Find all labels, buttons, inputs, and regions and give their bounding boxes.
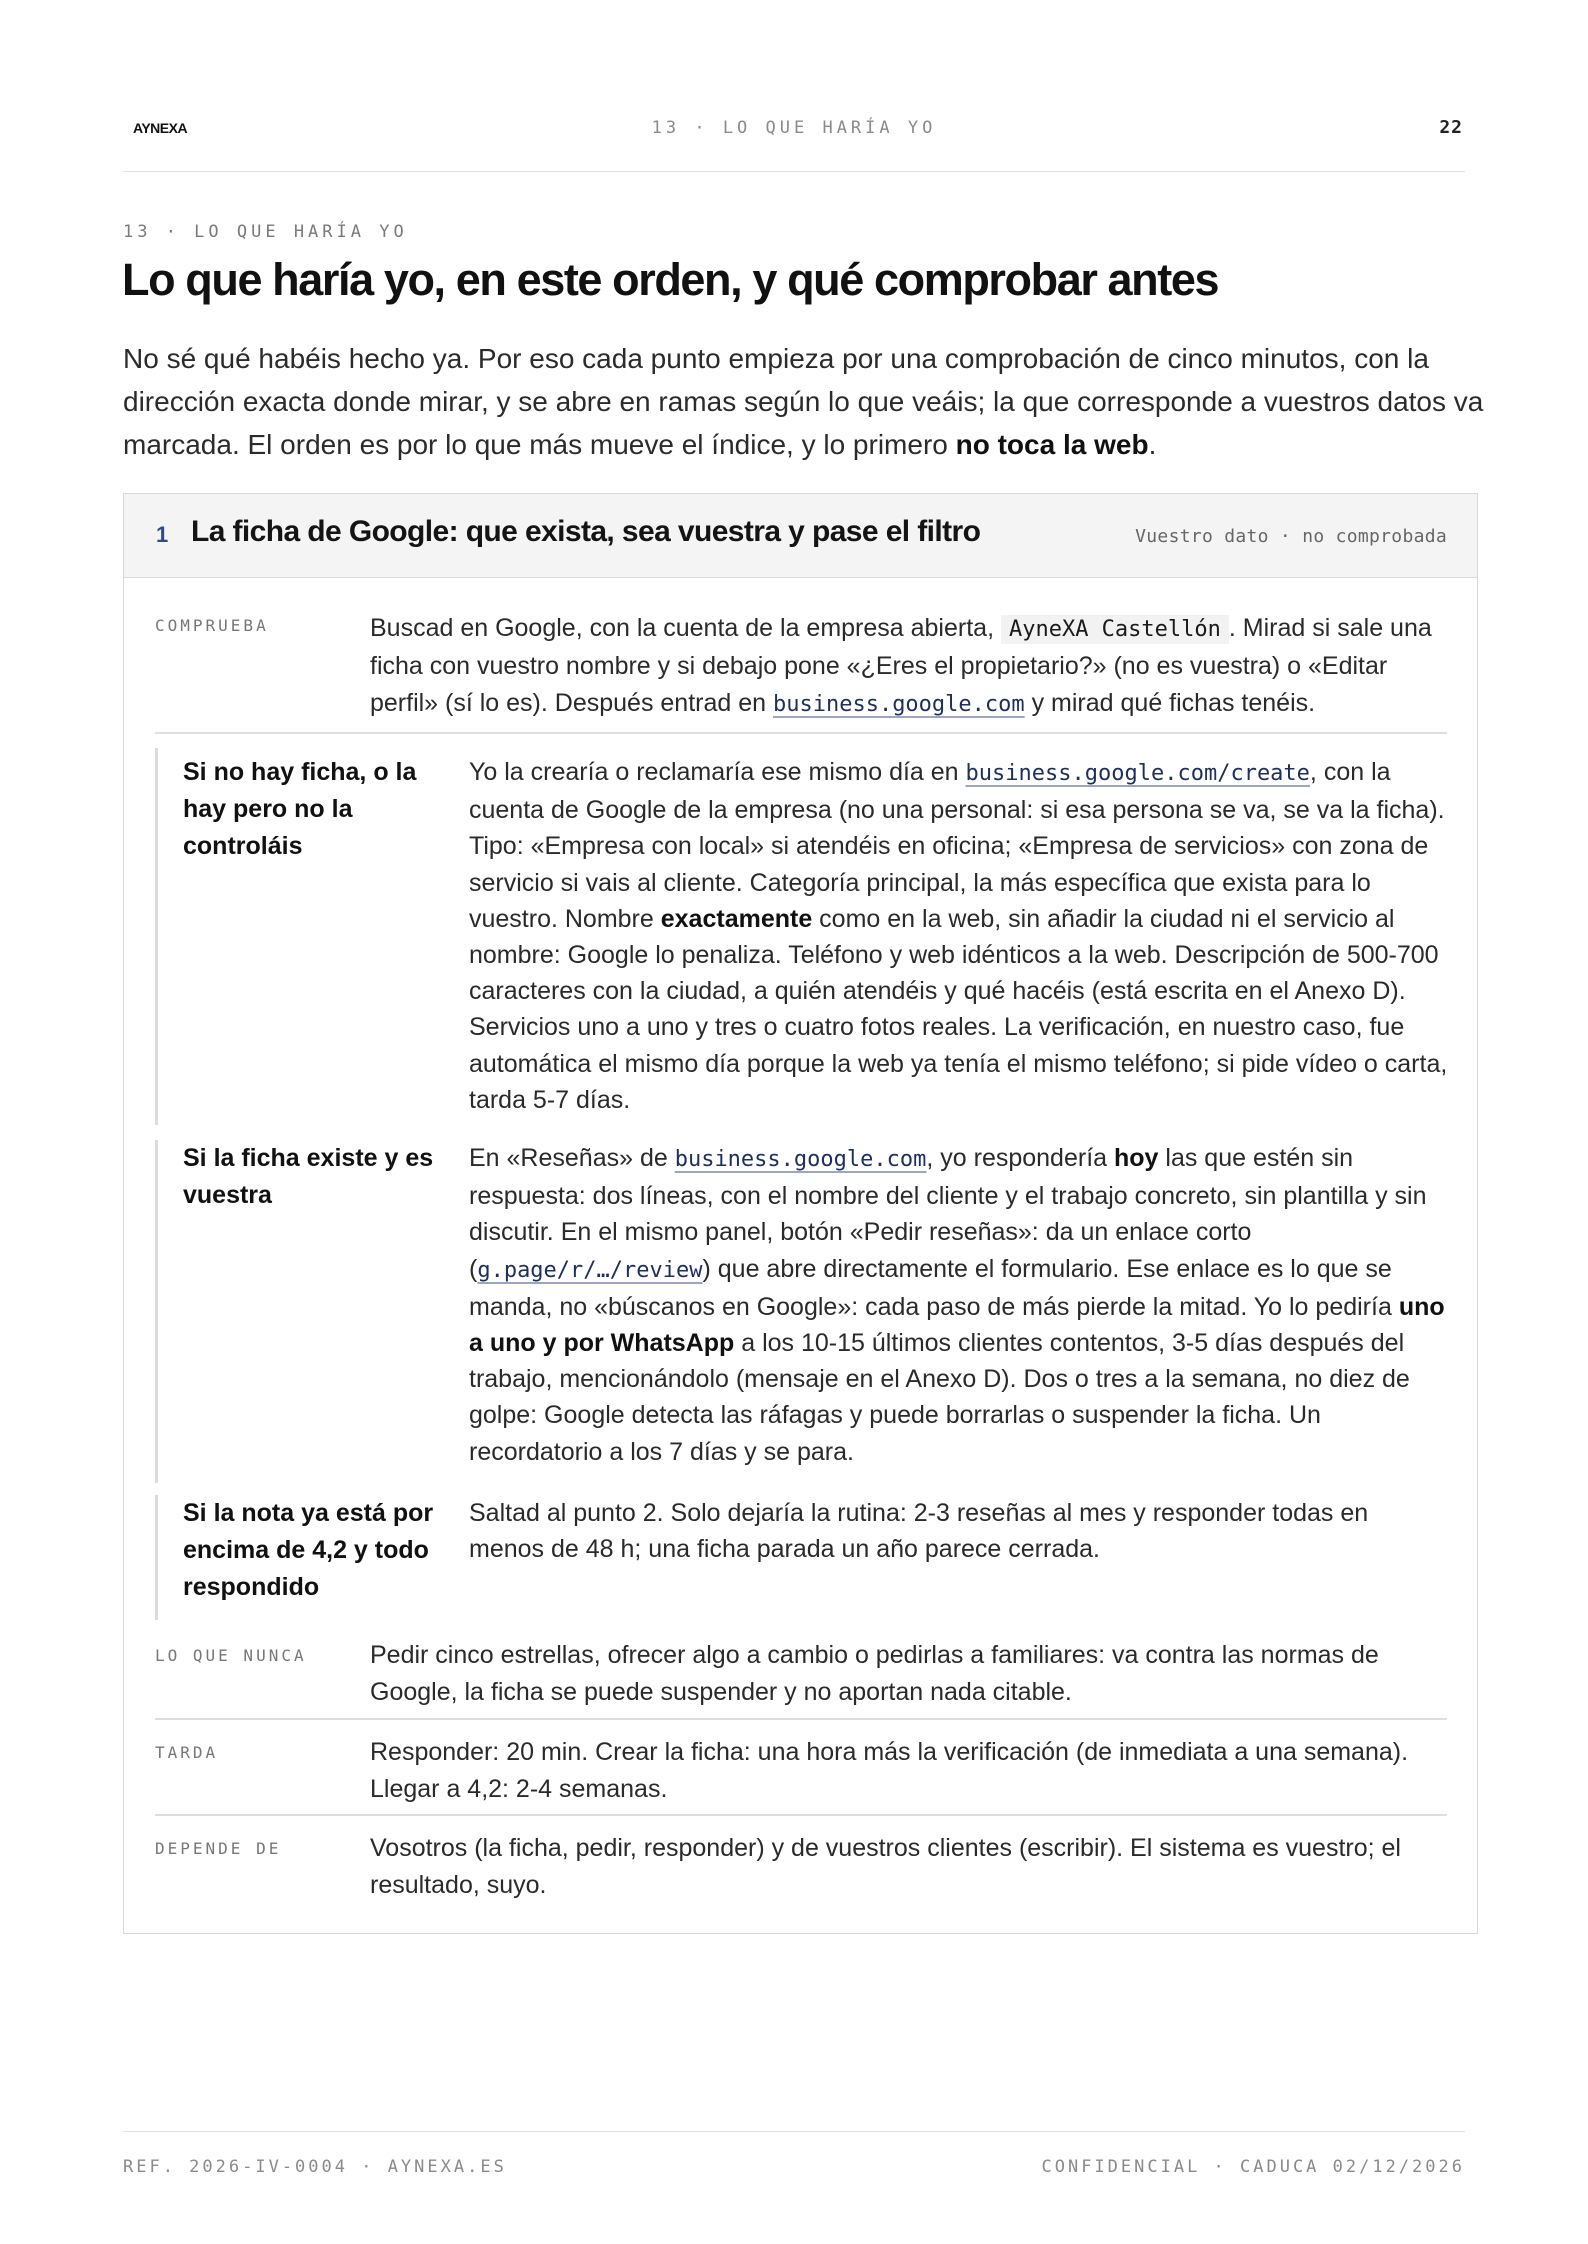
page-title: Lo que haría yo, en este orden, y qué comprobar antes <box>122 254 1219 305</box>
depends-label: DEPENDE DE <box>155 1839 282 1858</box>
step-card-header <box>124 494 1477 578</box>
business-google-link[interactable]: business.google.com <box>674 1147 927 1172</box>
step-status-badge: Vuestro dato · no comprobada <box>1135 526 1447 547</box>
step-card <box>123 493 1478 1934</box>
aynexa-logo: AYNEXA <box>133 120 188 136</box>
branch-high-rating <box>155 1495 1451 1620</box>
page-footer <box>123 2131 1465 2177</box>
intro-paragraph: No sé qué habéis hecho ya. Por eso cada punto empieza por una comprobación de cinco minutos, con la dirección exacta donde mirar, y se abre en ramas según lo que veáis; la que corresponde a vuestros datos va marcada. El orden es por lo que más mueve el índice, y lo primero no toca la web. <box>123 343 1484 460</box>
branch-listing-exists <box>155 1140 1451 1483</box>
never-label: LO QUE NUNCA <box>155 1646 307 1665</box>
review-short-link[interactable]: g.page/r/…/review <box>477 1257 703 1283</box>
branch-heading: Si no hay ficha, o la hay pero no la controláis <box>183 758 417 860</box>
never-text: Pedir cinco estrellas, ofrecer algo a cambio o pedirlas a familiares: va contra las normas de Google, la ficha se puede suspender y no aportan nada citable. <box>370 1641 1379 1706</box>
intro-emphasis: no toca la web <box>955 429 1149 460</box>
divider <box>155 732 1447 734</box>
check-label: COMPRUEBA <box>155 616 269 635</box>
divider <box>155 1718 1447 1720</box>
section-kicker: 13 · LO QUE HARÍA YO <box>123 222 408 242</box>
header-section-title: 13 · LO QUE HARÍA YO <box>651 118 937 138</box>
time-label: TARDA <box>155 1743 219 1762</box>
branch-body: Yo la crearía o reclamaría ese mismo día en business.google.com/create, con la cuenta de Google de la empresa (no una personal: si esa persona se va, se va la ficha). Tipo: «Empresa con local» si atendéis en oficina; «Empresa de servicios» con zona de servicio si vais al cliente. Categoría principal, la más específica que exista para lo vuestro. Nombre exactamente como en la web, sin añadir la ciudad ni el servicio al nombre: Google lo penaliza. Teléfono y web idénticos a la web. Descripción de 500-700 caracteres con la ciudad, a quién atendéis y qué hacéis (está escrita en el Anexo D). Servicios uno a uno y tres o cuatro fotos reales. La verificación, en nuestro caso, fue automática el mismo día porque la web ya tenía el mismo teléfono; si pide vídeo o carta, tarda 5-7 días. <box>469 758 1448 1114</box>
branch-no-listing <box>155 748 1451 1125</box>
page-header <box>123 104 1465 172</box>
branch-heading: Si la ficha existe y es vuestra <box>183 1144 434 1209</box>
footer-reference: REF. 2026-IV-0004 · AYNEXA.ES <box>123 2157 507 2177</box>
divider <box>155 1814 1447 1816</box>
business-google-link[interactable]: business.google.com <box>772 692 1025 717</box>
create-listing-link[interactable]: business.google.com/create <box>965 761 1310 786</box>
step-number: 1 <box>156 522 169 547</box>
branch-body: En «Reseñas» de business.google.com, yo respondería hoy las que estén sin respuesta: dos líneas, con el nombre del cliente y el trabajo concreto, sin plantilla y sin discutir. En el mismo panel, botón «Pedir reseñas»: da un enlace corto (g.page/r/…/review) que abre directamente el formulario. Ese enlace es lo que se manda, no «búscanos en Google»: cada paso de más pierde la mitad. Yo lo pediría uno a uno y por WhatsApp a los 10-15 últimos clientes contentos, 3-5 días después del trabajo, mencionándolo (mensaje en el Anexo D). Dos o tres a la semana, no diez de golpe: Google detecta las ráfagas y puede borrarlas o suspender la ficha. Un recordatorio a los 7 días y se para. <box>469 1144 1445 1466</box>
page-number: 22 <box>1439 117 1463 138</box>
search-query-chip: AyneXA Castellón <box>1001 615 1229 644</box>
step-title: La ficha de Google: que exista, sea vuestra y pase el filtro <box>191 515 981 548</box>
depends-text: Vosotros (la ficha, pedir, responder) y de vuestros clientes (escribir). El sistema es vuestro; el resultado, suyo. <box>370 1834 1401 1899</box>
branch-heading: Si la nota ya está por encima de 4,2 y todo respondido <box>183 1499 434 1601</box>
branch-body: Saltad al punto 2. Solo dejaría la rutina: 2-3 reseñas al mes y responder todas en menos de 48 h; una ficha parada un año parece cerrada. <box>469 1499 1369 1564</box>
footer-confidential: CONFIDENCIAL · CADUCA 02/12/2026 <box>1041 2157 1465 2177</box>
check-text: Buscad en Google, con la cuenta de la empresa abierta, AyneXA Castellón . Mirad si sale una ficha con vuestro nombre y si debajo pone «¿Eres el propietario?» (no es vuestra) o «Editar perfil» (sí lo es). Después entrad en business.google.com y mirad qué fichas tenéis. <box>370 614 1432 717</box>
time-text: Responder: 20 min. Crear la ficha: una hora más la verificación (de inmediata a una semana). Llegar a 4,2: 2-4 semanas. <box>370 1738 1409 1803</box>
